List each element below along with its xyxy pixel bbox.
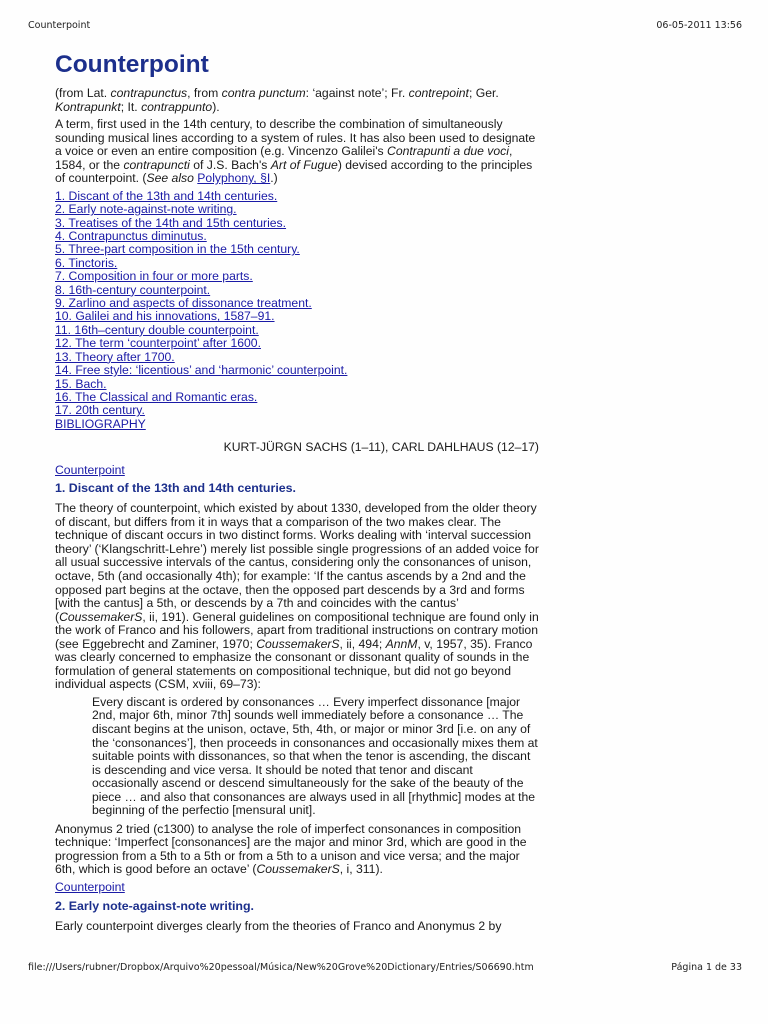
footer-page-number: Página 1 de 33: [671, 962, 742, 973]
toc-item: [55, 190, 539, 203]
toc-link-1[interactable]: 1. Discant of the 13th and 14th centuries.: [55, 188, 278, 203]
toc-item: [55, 391, 539, 404]
section-2-paragraph-1: Early counterpoint diverges clearly from the theories of Franco and Anonymus 2 by: [55, 918, 502, 933]
toc-item: [55, 404, 539, 417]
toc-item: [55, 310, 539, 323]
toc-link-10[interactable]: 10. Galilei and his innovations, 1587–91.: [55, 309, 275, 324]
footer-file-path: file:///Users/rubner/Dropbox/Arquivo%20pessoal/Música/New%20Grove%20Dictionary/Entries/S06690.htm: [28, 962, 534, 973]
authors-line: KURT-JÜRGN SACHS (1–11), CARL DAHLHAUS (12–17): [223, 440, 539, 455]
toc-link-bibliography[interactable]: BIBLIOGRAPHY: [55, 416, 146, 431]
back-to-top-link[interactable]: Counterpoint: [55, 880, 125, 894]
table-of-contents: [55, 190, 539, 431]
etymology: (from Lat. contrapunctus, from contra punctum: ‘against note’; Fr. contrepoint; Ger. Kontrapunkt; It. contrappunto).: [55, 86, 499, 114]
toc-link-3[interactable]: 3. Treatises of the 14th and 15th centuries.: [55, 215, 287, 230]
toc-item: [55, 337, 539, 350]
section-1-paragraph-1: The theory of counterpoint, which existed by about 1330, developed from the older theory of discant, but differs from it in ways that a comparison of the two makes clear. The technique of discant occurs in two distinct forms. Works dealing with ‘interval succession theory’ (‘Klangschritt-Lehre’) merely list possible single progressions of an added voice for all usual successive intervals of the cantus, considering only the consonances of unison, octave, 5th (and occasionally 4th); for example: ‘If the cantus ascends by a 2nd and the opposed part begins at the octave, then the opposed part descends by a 3rd and forms [with the cantus] a 5th, or descends by a 7th and coincides with the cantus’ (CoussemakerS, ii, 191). General guidelines on compositional technique are found only in the work of Franco and his followers, apart from traditional instructions on contrary motion (see Eggebrecht and Zaminer, 1970; CoussemakerS, ii, 494; AnnM, v, 1957, 35). Franco was clearly concerned to emphasize the consonant or dissonant quality of sounds in the formulation of general statements on compositional technique, but did not go beyond individual aspects (CSM, xviii, 69–73):: [55, 501, 539, 692]
print-footer: [28, 962, 742, 973]
toc-link-6[interactable]: 6. Tinctoris.: [55, 255, 118, 270]
toc-item: [55, 243, 539, 256]
toc-link-9[interactable]: 9. Zarlino and aspects of dissonance treatment.: [55, 296, 312, 311]
section-1-paragraph-2: Anonymus 2 tried (c1300) to analyse the role of imperfect consonances in composition technique: ‘Imperfect [consonances] are the major and minor 3rd, which are good in the progression from a 5th to a 5th or from a 5th to a unison and vice versa; and the major 6th, which is good before an octave’ (CoussemakerS, i, 311).: [55, 821, 527, 877]
section-heading-2: 2. Early note-against-note writing.: [55, 898, 254, 913]
toc-link-16[interactable]: 16. The Classical and Romantic eras.: [55, 389, 258, 404]
header-title: Counterpoint: [28, 20, 91, 31]
toc-link-7[interactable]: 7. Composition in four or more parts.: [55, 269, 253, 284]
article: [55, 50, 539, 937]
toc-item: [55, 364, 539, 377]
toc-item: [55, 351, 539, 364]
section-heading-1: 1. Discant of the 13th and 14th centuries.: [55, 481, 296, 496]
toc-link-13[interactable]: 13. Theory after 1700.: [55, 349, 175, 364]
toc-item: [55, 284, 539, 297]
toc-item: [55, 257, 539, 270]
toc-item: [55, 418, 539, 431]
back-to-top-link[interactable]: Counterpoint: [55, 462, 125, 477]
franco-quotation: Every discant is ordered by consonances … Every imperfect dissonance [major 2nd, major 6th, minor 7th] sounds well immediately before a consonance … The discant begins at the unison, octave, 5th, 4th, or major or minor 3rd [i.e. on any of the ‘consonances’], then proceeds in consonances and occasionally mixes them at suitable points with dissonances, so that when the tenor is ascending, the discant is descending and vice versa. It should be noted that tenor and discant occasionally ascend or descend simultaneously for the sake of the beauty of the piece … and also that consonances are always used in all [rhythmic] modes at the beginning of the perfectio [mensural unit].: [92, 694, 538, 818]
toc-link-4[interactable]: 4. Contrapunctus diminutus.: [55, 229, 207, 244]
toc-link-14[interactable]: 14. Free style: ‘licentious’ and ‘harmonic’ counterpoint.: [55, 363, 348, 378]
toc-link-2[interactable]: 2. Early note-against-note writing.: [55, 202, 237, 217]
toc-link-17[interactable]: 17. 20th century.: [55, 403, 145, 418]
toc-item: [55, 230, 539, 243]
intro-paragraph: A term, first used in the 14th century, to describe the combination of simultaneously sounding musical lines according to a system of rules. It has also been used to designate a voice or even an entire composition (e.g. Vincenzo Galilei's Contrapunti a due voci, 1584, or the contrapuncti of J.S. Bach's Art of Fugue) devised according to the principles of counterpoint. (See also Polyphony, §I.): [55, 117, 536, 186]
toc-item: [55, 297, 539, 310]
toc-link-15[interactable]: 15. Bach.: [55, 376, 107, 391]
toc-item: [55, 217, 539, 230]
toc-item: [55, 270, 539, 283]
polyphony-link[interactable]: Polyphony, §I: [197, 171, 271, 186]
header-datetime: 06-05-2011 13:56: [656, 20, 742, 31]
print-header: [28, 20, 742, 31]
toc-item: [55, 203, 539, 216]
toc-link-11[interactable]: 11. 16th–century double counterpoint.: [55, 322, 259, 337]
toc-item: [55, 324, 539, 337]
toc-link-5[interactable]: 5. Three-part composition in the 15th century.: [55, 242, 300, 257]
toc-link-12[interactable]: 12. The term ‘counterpoint’ after 1600.: [55, 336, 261, 351]
toc-item: [55, 378, 539, 391]
page-title: Counterpoint: [55, 51, 209, 78]
toc-link-8[interactable]: 8. 16th-century counterpoint.: [55, 282, 211, 297]
